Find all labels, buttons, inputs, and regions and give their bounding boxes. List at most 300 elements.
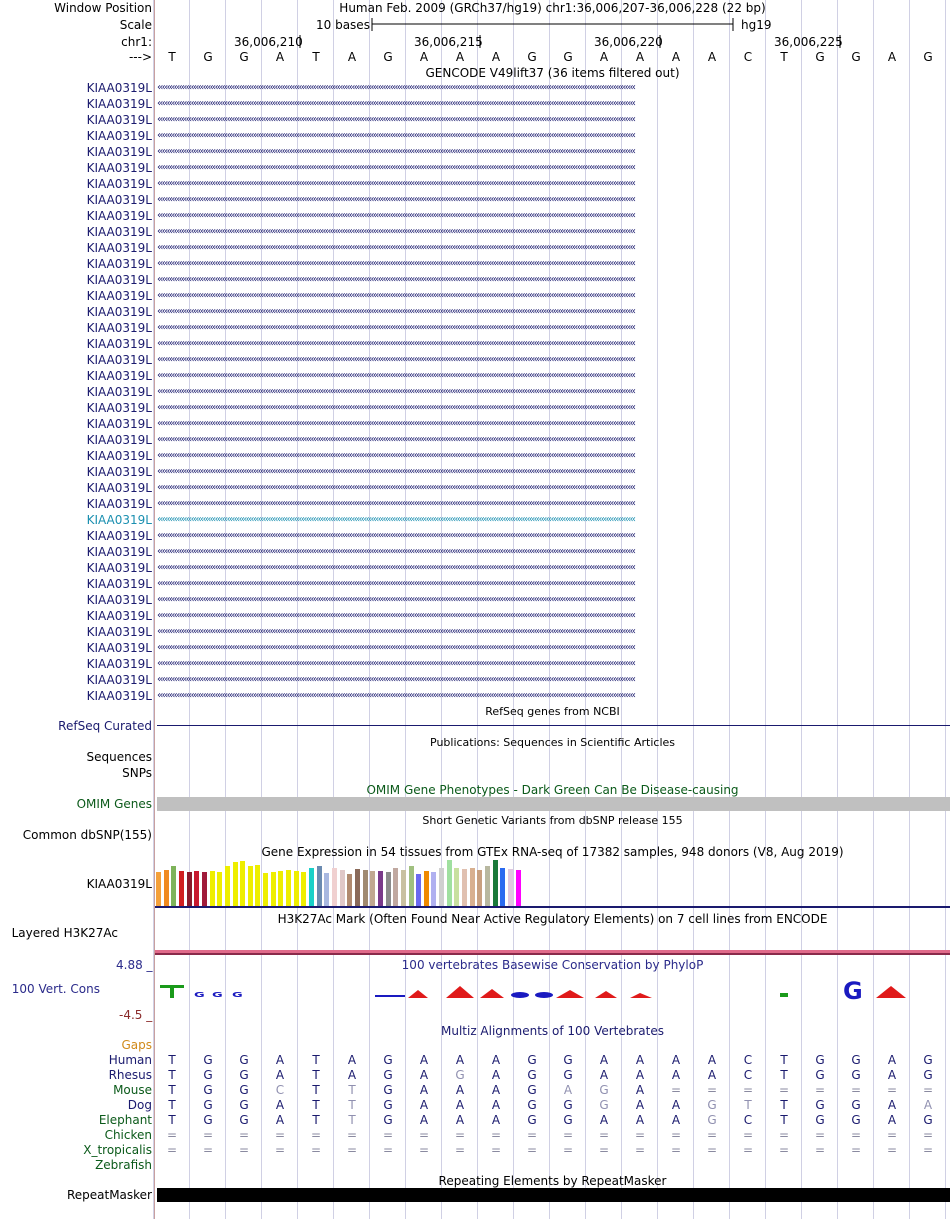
reference-base: A [635,50,645,64]
gencode-transcript[interactable]: ‹‹‹‹‹‹‹‹‹‹‹‹‹‹‹‹‹‹‹‹‹‹‹‹‹‹‹‹‹‹‹‹‹‹‹‹‹‹‹‹‹‹‹‹‹‹‹‹‹‹‹‹‹‹‹‹‹‹‹‹‹‹‹‹‹‹‹‹‹‹‹‹‹‹‹‹‹‹‹‹‹‹‹‹‹‹‹‹‹‹‹‹‹‹‹‹‹‹‹‹‹‹‹‹‹‹‹‹‹‹‹‹‹‹‹‹‹‹‹‹‹‹‹‹‹‹‹‹‹‹‹‹‹‹‹‹‹‹‹‹‹‹‹‹‹‹‹‹‹‹‹‹‹‹‹‹‹‹‹‹‹‹‹‹‹‹‹‹‹‹‹‹‹‹‹‹‹‹‹‹‹‹‹‹‹‹‹‹‹‹‹‹‹‹‹‹‹‹‹ [157,274,635,285]
gencode-transcript[interactable]: ‹‹‹‹‹‹‹‹‹‹‹‹‹‹‹‹‹‹‹‹‹‹‹‹‹‹‹‹‹‹‹‹‹‹‹‹‹‹‹‹‹‹‹‹‹‹‹‹‹‹‹‹‹‹‹‹‹‹‹‹‹‹‹‹‹‹‹‹‹‹‹‹‹‹‹‹‹‹‹‹‹‹‹‹‹‹‹‹‹‹‹‹‹‹‹‹‹‹‹‹‹‹‹‹‹‹‹‹‹‹‹‹‹‹‹‹‹‹‹‹‹‹‹‹‹‹‹‹‹‹‹‹‹‹‹‹‹‹‹‹‹‹‹‹‹‹‹‹‹‹‹‹‹‹‹‹‹‹‹‹‹‹‹‹‹‹‹‹‹‹‹‹‹‹‹‹‹‹‹‹‹‹‹‹‹‹‹‹‹‹‹‹‹‹‹‹‹‹‹ [157,306,635,317]
gencode-transcript[interactable]: ‹‹‹‹‹‹‹‹‹‹‹‹‹‹‹‹‹‹‹‹‹‹‹‹‹‹‹‹‹‹‹‹‹‹‹‹‹‹‹‹‹‹‹‹‹‹‹‹‹‹‹‹‹‹‹‹‹‹‹‹‹‹‹‹‹‹‹‹‹‹‹‹‹‹‹‹‹‹‹‹‹‹‹‹‹‹‹‹‹‹‹‹‹‹‹‹‹‹‹‹‹‹‹‹‹‹‹‹‹‹‹‹‹‹‹‹‹‹‹‹‹‹‹‹‹‹‹‹‹‹‹‹‹‹‹‹‹‹‹‹‹‹‹‹‹‹‹‹‹‹‹‹‹‹‹‹‹‹‹‹‹‹‹‹‹‹‹‹‹‹‹‹‹‹‹‹‹‹‹‹‹‹‹‹‹‹‹‹‹‹‹‹‹‹‹‹‹‹‹ [157,434,635,445]
multiz-base: A [635,1083,645,1097]
gencode-gene-label[interactable]: KIAA0319L [86,353,152,367]
multiz-base: A [671,1098,681,1112]
gencode-transcript[interactable]: ‹‹‹‹‹‹‹‹‹‹‹‹‹‹‹‹‹‹‹‹‹‹‹‹‹‹‹‹‹‹‹‹‹‹‹‹‹‹‹‹‹‹‹‹‹‹‹‹‹‹‹‹‹‹‹‹‹‹‹‹‹‹‹‹‹‹‹‹‹‹‹‹‹‹‹‹‹‹‹‹‹‹‹‹‹‹‹‹‹‹‹‹‹‹‹‹‹‹‹‹‹‹‹‹‹‹‹‹‹‹‹‹‹‹‹‹‹‹‹‹‹‹‹‹‹‹‹‹‹‹‹‹‹‹‹‹‹‹‹‹‹‹‹‹‹‹‹‹‹‹‹‹‹‹‹‹‹‹‹‹‹‹‹‹‹‹‹‹‹‹‹‹‹‹‹‹‹‹‹‹‹‹‹‹‹‹‹‹‹‹‹‹‹‹‹‹‹‹‹ [157,210,635,221]
gtex-track-label[interactable]: KIAA0319L [86,877,152,891]
multiz-base: = [202,1143,214,1157]
gencode-transcript[interactable]: ‹‹‹‹‹‹‹‹‹‹‹‹‹‹‹‹‹‹‹‹‹‹‹‹‹‹‹‹‹‹‹‹‹‹‹‹‹‹‹‹‹‹‹‹‹‹‹‹‹‹‹‹‹‹‹‹‹‹‹‹‹‹‹‹‹‹‹‹‹‹‹‹‹‹‹‹‹‹‹‹‹‹‹‹‹‹‹‹‹‹‹‹‹‹‹‹‹‹‹‹‹‹‹‹‹‹‹‹‹‹‹‹‹‹‹‹‹‹‹‹‹‹‹‹‹‹‹‹‹‹‹‹‹‹‹‹‹‹‹‹‹‹‹‹‹‹‹‹‹‹‹‹‹‹‹‹‹‹‹‹‹‹‹‹‹‹‹‹‹‹‹‹‹‹‹‹‹‹‹‹‹‹‹‹‹‹‹‹‹‹‹‹‹‹‹‹‹‹‹ [157,626,635,637]
multiz-base: = [562,1128,574,1142]
gencode-gene-label[interactable]: KIAA0319L [86,657,152,671]
gencode-gene-label[interactable]: KIAA0319L [86,385,152,399]
gtex-tissue-bar[interactable] [401,870,406,906]
multiz-base: T [348,1083,356,1097]
gtex-tissue-bar[interactable] [386,872,391,906]
publications-snps-label[interactable]: SNPs [122,766,152,780]
gencode-gene-label[interactable]: KIAA0319L [86,497,152,511]
gencode-transcript[interactable]: ‹‹‹‹‹‹‹‹‹‹‹‹‹‹‹‹‹‹‹‹‹‹‹‹‹‹‹‹‹‹‹‹‹‹‹‹‹‹‹‹‹‹‹‹‹‹‹‹‹‹‹‹‹‹‹‹‹‹‹‹‹‹‹‹‹‹‹‹‹‹‹‹‹‹‹‹‹‹‹‹‹‹‹‹‹‹‹‹‹‹‹‹‹‹‹‹‹‹‹‹‹‹‹‹‹‹‹‹‹‹‹‹‹‹‹‹‹‹‹‹‹‹‹‹‹‹‹‹‹‹‹‹‹‹‹‹‹‹‹‹‹‹‹‹‹‹‹‹‹‹‹‹‹‹‹‹‹‹‹‹‹‹‹‹‹‹‹‹‹‹‹‹‹‹‹‹‹‹‹‹‹‹‹‹‹‹‹‹‹‹‹‹‹‹‹‹‹‹‹ [157,466,635,477]
gtex-tissue-bar[interactable] [317,866,322,906]
gencode-transcript[interactable]: ‹‹‹‹‹‹‹‹‹‹‹‹‹‹‹‹‹‹‹‹‹‹‹‹‹‹‹‹‹‹‹‹‹‹‹‹‹‹‹‹‹‹‹‹‹‹‹‹‹‹‹‹‹‹‹‹‹‹‹‹‹‹‹‹‹‹‹‹‹‹‹‹‹‹‹‹‹‹‹‹‹‹‹‹‹‹‹‹‹‹‹‹‹‹‹‹‹‹‹‹‹‹‹‹‹‹‹‹‹‹‹‹‹‹‹‹‹‹‹‹‹‹‹‹‹‹‹‹‹‹‹‹‹‹‹‹‹‹‹‹‹‹‹‹‹‹‹‹‹‹‹‹‹‹‹‹‹‹‹‹‹‹‹‹‹‹‹‹‹‹‹‹‹‹‹‹‹‹‹‹‹‹‹‹‹‹‹‹‹‹‹‹‹‹‹‹‹‹‹ [157,450,635,461]
gtex-tissue-bar[interactable] [454,868,459,906]
gencode-transcript[interactable]: ‹‹‹‹‹‹‹‹‹‹‹‹‹‹‹‹‹‹‹‹‹‹‹‹‹‹‹‹‹‹‹‹‹‹‹‹‹‹‹‹‹‹‹‹‹‹‹‹‹‹‹‹‹‹‹‹‹‹‹‹‹‹‹‹‹‹‹‹‹‹‹‹‹‹‹‹‹‹‹‹‹‹‹‹‹‹‹‹‹‹‹‹‹‹‹‹‹‹‹‹‹‹‹‹‹‹‹‹‹‹‹‹‹‹‹‹‹‹‹‹‹‹‹‹‹‹‹‹‹‹‹‹‹‹‹‹‹‹‹‹‹‹‹‹‹‹‹‹‹‹‹‹‹‹‹‹‹‹‹‹‹‹‹‹‹‹‹‹‹‹‹‹‹‹‹‹‹‹‹‹‹‹‹‹‹‹‹‹‹‹‹‹‹‹‹‹‹‹‹ [157,562,635,573]
gtex-tissue-bar[interactable] [508,869,513,906]
gencode-transcript[interactable]: ‹‹‹‹‹‹‹‹‹‹‹‹‹‹‹‹‹‹‹‹‹‹‹‹‹‹‹‹‹‹‹‹‹‹‹‹‹‹‹‹‹‹‹‹‹‹‹‹‹‹‹‹‹‹‹‹‹‹‹‹‹‹‹‹‹‹‹‹‹‹‹‹‹‹‹‹‹‹‹‹‹‹‹‹‹‹‹‹‹‹‹‹‹‹‹‹‹‹‹‹‹‹‹‹‹‹‹‹‹‹‹‹‹‹‹‹‹‹‹‹‹‹‹‹‹‹‹‹‹‹‹‹‹‹‹‹‹‹‹‹‹‹‹‹‹‹‹‹‹‹‹‹‹‹‹‹‹‹‹‹‹‹‹‹‹‹‹‹‹‹‹‹‹‹‹‹‹‹‹‹‹‹‹‹‹‹‹‹‹‹‹‹‹‹‹‹‹‹‹ [157,674,635,685]
multiz-base: G [203,1113,213,1127]
multiz-species-label[interactable]: Dog [127,1098,152,1112]
gencode-transcript[interactable]: ‹‹‹‹‹‹‹‹‹‹‹‹‹‹‹‹‹‹‹‹‹‹‹‹‹‹‹‹‹‹‹‹‹‹‹‹‹‹‹‹‹‹‹‹‹‹‹‹‹‹‹‹‹‹‹‹‹‹‹‹‹‹‹‹‹‹‹‹‹‹‹‹‹‹‹‹‹‹‹‹‹‹‹‹‹‹‹‹‹‹‹‹‹‹‹‹‹‹‹‹‹‹‹‹‹‹‹‹‹‹‹‹‹‹‹‹‹‹‹‹‹‹‹‹‹‹‹‹‹‹‹‹‹‹‹‹‹‹‹‹‹‹‹‹‹‹‹‹‹‹‹‹‹‹‹‹‹‹‹‹‹‹‹‹‹‹‹‹‹‹‹‹‹‹‹‹‹‹‹‹‹‹‹‹‹‹‹‹‹‹‹‹‹‹‹‹‹‹‹ [157,386,635,397]
multiz-base: T [780,1098,788,1112]
reference-base: A [671,50,681,64]
multiz-species-label[interactable]: Elephant [98,1113,152,1127]
multiz-base: = [922,1083,934,1097]
multiz-base: T [312,1068,320,1082]
multiz-base: = [814,1143,826,1157]
repeatmasker-track-title[interactable]: Repeating Elements by RepeatMasker [438,1174,667,1188]
multiz-base: A [275,1098,285,1112]
gtex-tissue-bar[interactable] [447,860,452,906]
gencode-gene-label[interactable]: KIAA0319L [86,81,152,95]
svg-text:G: G [212,991,223,1000]
multiz-base: = [454,1143,466,1157]
multiz-base: A [671,1113,681,1127]
multiz-base: A [455,1113,465,1127]
multiz-base: G [923,1053,933,1067]
gtex-tissue-bar[interactable] [240,861,245,906]
gtex-tissue-bar[interactable] [431,872,436,906]
repeatmasker-feature-bar[interactable] [157,1188,950,1202]
gencode-transcript[interactable]: ‹‹‹‹‹‹‹‹‹‹‹‹‹‹‹‹‹‹‹‹‹‹‹‹‹‹‹‹‹‹‹‹‹‹‹‹‹‹‹‹‹‹‹‹‹‹‹‹‹‹‹‹‹‹‹‹‹‹‹‹‹‹‹‹‹‹‹‹‹‹‹‹‹‹‹‹‹‹‹‹‹‹‹‹‹‹‹‹‹‹‹‹‹‹‹‹‹‹‹‹‹‹‹‹‹‹‹‹‹‹‹‹‹‹‹‹‹‹‹‹‹‹‹‹‹‹‹‹‹‹‹‹‹‹‹‹‹‹‹‹‹‹‹‹‹‹‹‹‹‹‹‹‹‹‹‹‹‹‹‹‹‹‹‹‹‹‹‹‹‹‹‹‹‹‹‹‹‹‹‹‹‹‹‹‹‹‹‹‹‹‹‹‹‹‹‹‹‹‹ [157,594,635,605]
multiz-base: = [778,1128,790,1142]
gencode-transcript[interactable]: ‹‹‹‹‹‹‹‹‹‹‹‹‹‹‹‹‹‹‹‹‹‹‹‹‹‹‹‹‹‹‹‹‹‹‹‹‹‹‹‹‹‹‹‹‹‹‹‹‹‹‹‹‹‹‹‹‹‹‹‹‹‹‹‹‹‹‹‹‹‹‹‹‹‹‹‹‹‹‹‹‹‹‹‹‹‹‹‹‹‹‹‹‹‹‹‹‹‹‹‹‹‹‹‹‹‹‹‹‹‹‹‹‹‹‹‹‹‹‹‹‹‹‹‹‹‹‹‹‹‹‹‹‹‹‹‹‹‹‹‹‹‹‹‹‹‹‹‹‹‹‹‹‹‹‹‹‹‹‹‹‹‹‹‹‹‹‹‹‹‹‹‹‹‹‹‹‹‹‹‹‹‹‹‹‹‹‹‹‹‹‹‹‹‹‹‹‹‹‹ [157,114,635,125]
gencode-transcript[interactable]: ‹‹‹‹‹‹‹‹‹‹‹‹‹‹‹‹‹‹‹‹‹‹‹‹‹‹‹‹‹‹‹‹‹‹‹‹‹‹‹‹‹‹‹‹‹‹‹‹‹‹‹‹‹‹‹‹‹‹‹‹‹‹‹‹‹‹‹‹‹‹‹‹‹‹‹‹‹‹‹‹‹‹‹‹‹‹‹‹‹‹‹‹‹‹‹‹‹‹‹‹‹‹‹‹‹‹‹‹‹‹‹‹‹‹‹‹‹‹‹‹‹‹‹‹‹‹‹‹‹‹‹‹‹‹‹‹‹‹‹‹‹‹‹‹‹‹‹‹‹‹‹‹‹‹‹‹‹‹‹‹‹‹‹‹‹‹‹‹‹‹‹‹‹‹‹‹‹‹‹‹‹‹‹‹‹‹‹‹‹‹‹‹‹‹‹‹‹‹‹ [157,370,635,381]
multiz-base: A [563,1083,573,1097]
multiz-base: = [778,1143,790,1157]
multiz-base: G [599,1083,609,1097]
multiz-base: C [743,1053,753,1067]
gencode-transcript[interactable]: ‹‹‹‹‹‹‹‹‹‹‹‹‹‹‹‹‹‹‹‹‹‹‹‹‹‹‹‹‹‹‹‹‹‹‹‹‹‹‹‹‹‹‹‹‹‹‹‹‹‹‹‹‹‹‹‹‹‹‹‹‹‹‹‹‹‹‹‹‹‹‹‹‹‹‹‹‹‹‹‹‹‹‹‹‹‹‹‹‹‹‹‹‹‹‹‹‹‹‹‹‹‹‹‹‹‹‹‹‹‹‹‹‹‹‹‹‹‹‹‹‹‹‹‹‹‹‹‹‹‹‹‹‹‹‹‹‹‹‹‹‹‹‹‹‹‹‹‹‹‹‹‹‹‹‹‹‹‹‹‹‹‹‹‹‹‹‹‹‹‹‹‹‹‹‹‹‹‹‹‹‹‹‹‹‹‹‹‹‹‹‹‹‹‹‹‹‹‹‹ [157,658,635,669]
chrom-label: chr1: [121,35,152,49]
multiz-base: T [780,1068,788,1082]
gtex-tissue-bar[interactable] [202,872,207,906]
tick-label: 36,006,220 [594,35,663,49]
gencode-transcript[interactable]: ‹‹‹‹‹‹‹‹‹‹‹‹‹‹‹‹‹‹‹‹‹‹‹‹‹‹‹‹‹‹‹‹‹‹‹‹‹‹‹‹‹‹‹‹‹‹‹‹‹‹‹‹‹‹‹‹‹‹‹‹‹‹‹‹‹‹‹‹‹‹‹‹‹‹‹‹‹‹‹‹‹‹‹‹‹‹‹‹‹‹‹‹‹‹‹‹‹‹‹‹‹‹‹‹‹‹‹‹‹‹‹‹‹‹‹‹‹‹‹‹‹‹‹‹‹‹‹‹‹‹‹‹‹‹‹‹‹‹‹‹‹‹‹‹‹‹‹‹‹‹‹‹‹‹‹‹‹‹‹‹‹‹‹‹‹‹‹‹‹‹‹‹‹‹‹‹‹‹‹‹‹‹‹‹‹‹‹‹‹‹‹‹‹‹‹‹‹‹‹ [157,258,635,269]
gencode-gene-label[interactable]: KIAA0319L [86,529,152,543]
multiz-base: G [239,1113,249,1127]
reference-base: G [851,50,861,64]
gencode-gene-label[interactable]: KIAA0319L [86,209,152,223]
gencode-track-title[interactable]: GENCODE V49lift37 (36 items filtered out) [425,66,680,80]
gtex-tissue-bar[interactable] [324,873,329,906]
refseq-track-title[interactable]: RefSeq genes from NCBI [485,705,620,718]
h3k27ac-track-title[interactable]: H3K27Ac Mark (Often Found Near Active Regulatory Elements) on 7 cell lines from ENCODE [277,912,828,926]
gencode-gene-label[interactable]: KIAA0319L [86,689,152,703]
gencode-gene-label[interactable]: KIAA0319L [86,193,152,207]
multiz-base: A [923,1098,933,1112]
gtex-tissue-bar[interactable] [164,870,169,906]
gencode-gene-label[interactable]: KIAA0319L [86,625,152,639]
gencode-gene-label[interactable]: KIAA0319L [86,177,152,191]
multiz-base: T [348,1098,356,1112]
multiz-base: A [419,1113,429,1127]
multiz-base: = [922,1143,934,1157]
multiz-base: G [851,1053,861,1067]
multiz-base: T [780,1113,788,1127]
gencode-transcript[interactable]: ‹‹‹‹‹‹‹‹‹‹‹‹‹‹‹‹‹‹‹‹‹‹‹‹‹‹‹‹‹‹‹‹‹‹‹‹‹‹‹‹‹‹‹‹‹‹‹‹‹‹‹‹‹‹‹‹‹‹‹‹‹‹‹‹‹‹‹‹‹‹‹‹‹‹‹‹‹‹‹‹‹‹‹‹‹‹‹‹‹‹‹‹‹‹‹‹‹‹‹‹‹‹‹‹‹‹‹‹‹‹‹‹‹‹‹‹‹‹‹‹‹‹‹‹‹‹‹‹‹‹‹‹‹‹‹‹‹‹‹‹‹‹‹‹‹‹‹‹‹‹‹‹‹‹‹‹‹‹‹‹‹‹‹‹‹‹‹‹‹‹‹‹‹‹‹‹‹‹‹‹‹‹‹‹‹‹‹‹‹‹‹‹‹‹‹‹‹‹‹ [157,146,635,157]
multiz-base: C [743,1068,753,1082]
multiz-base: G [527,1083,537,1097]
gtex-tissue-bar[interactable] [217,872,222,906]
multiz-base: G [923,1068,933,1082]
gencode-gene-label[interactable]: KIAA0319L [86,225,152,239]
gencode-transcript[interactable]: ‹‹‹‹‹‹‹‹‹‹‹‹‹‹‹‹‹‹‹‹‹‹‹‹‹‹‹‹‹‹‹‹‹‹‹‹‹‹‹‹‹‹‹‹‹‹‹‹‹‹‹‹‹‹‹‹‹‹‹‹‹‹‹‹‹‹‹‹‹‹‹‹‹‹‹‹‹‹‹‹‹‹‹‹‹‹‹‹‹‹‹‹‹‹‹‹‹‹‹‹‹‹‹‹‹‹‹‹‹‹‹‹‹‹‹‹‹‹‹‹‹‹‹‹‹‹‹‹‹‹‹‹‹‹‹‹‹‹‹‹‹‹‹‹‹‹‹‹‹‹‹‹‹‹‹‹‹‹‹‹‹‹‹‹‹‹‹‹‹‹‹‹‹‹‹‹‹‹‹‹‹‹‹‹‹‹‹‹‹‹‹‹‹‹‹‹‹‹‹ [157,130,635,141]
multiz-base: G [239,1083,249,1097]
multiz-track-title[interactable]: Multiz Alignments of 100 Vertebrates [440,1024,665,1038]
multiz-base: T [744,1098,752,1112]
multiz-base: G [203,1083,213,1097]
multiz-base: G [563,1053,573,1067]
refseq-gene-line[interactable] [157,725,950,726]
gencode-gene-label[interactable]: KIAA0319L [86,97,152,111]
gencode-gene-label[interactable]: KIAA0319L [86,433,152,447]
multiz-base: G [851,1068,861,1082]
multiz-base: = [850,1128,862,1142]
multiz-base: G [563,1113,573,1127]
multiz-base: = [742,1083,754,1097]
gencode-gene-label[interactable]: KIAA0319L [86,401,152,415]
multiz-base: G [239,1053,249,1067]
multiz-base: = [670,1128,682,1142]
gencode-gene-label[interactable]: KIAA0319L [86,273,152,287]
multiz-gaps-label[interactable]: Gaps [121,1038,152,1052]
gtex-tissue-bar[interactable] [179,871,184,906]
gencode-transcript[interactable]: ‹‹‹‹‹‹‹‹‹‹‹‹‹‹‹‹‹‹‹‹‹‹‹‹‹‹‹‹‹‹‹‹‹‹‹‹‹‹‹‹‹‹‹‹‹‹‹‹‹‹‹‹‹‹‹‹‹‹‹‹‹‹‹‹‹‹‹‹‹‹‹‹‹‹‹‹‹‹‹‹‹‹‹‹‹‹‹‹‹‹‹‹‹‹‹‹‹‹‹‹‹‹‹‹‹‹‹‹‹‹‹‹‹‹‹‹‹‹‹‹‹‹‹‹‹‹‹‹‹‹‹‹‹‹‹‹‹‹‹‹‹‹‹‹‹‹‹‹‹‹‹‹‹‹‹‹‹‹‹‹‹‹‹‹‹‹‹‹‹‹‹‹‹‹‹‹‹‹‹‹‹‹‹‹‹‹‹‹‹‹‹‹‹‹‹‹‹‹‹ [157,194,635,205]
repeatmasker-track-label[interactable]: RepeatMasker [66,1188,152,1202]
multiz-base: G [383,1083,393,1097]
gencode-gene-label[interactable]: KIAA0319L [86,561,152,575]
reference-base: T [168,50,176,64]
multiz-base: = [202,1128,214,1142]
h3k27ac-track-label[interactable]: Layered H3K27Ac [11,926,118,940]
gencode-transcript[interactable]: ‹‹‹‹‹‹‹‹‹‹‹‹‹‹‹‹‹‹‹‹‹‹‹‹‹‹‹‹‹‹‹‹‹‹‹‹‹‹‹‹‹‹‹‹‹‹‹‹‹‹‹‹‹‹‹‹‹‹‹‹‹‹‹‹‹‹‹‹‹‹‹‹‹‹‹‹‹‹‹‹‹‹‹‹‹‹‹‹‹‹‹‹‹‹‹‹‹‹‹‹‹‹‹‹‹‹‹‹‹‹‹‹‹‹‹‹‹‹‹‹‹‹‹‹‹‹‹‹‹‹‹‹‹‹‹‹‹‹‹‹‹‹‹‹‹‹‹‹‹‹‹‹‹‹‹‹‹‹‹‹‹‹‹‹‹‹‹‹‹‹‹‹‹‹‹‹‹‹‹‹‹‹‹‹‹‹‹‹‹‹‹‹‹‹‹‹‹‹‹ [157,338,635,349]
gtex-tissue-bar[interactable] [516,870,521,906]
multiz-base: C [743,1113,753,1127]
multiz-base: = [706,1128,718,1142]
omim-track-title[interactable]: OMIM Gene Phenotypes - Dark Green Can Be Disease-causing [366,783,739,797]
multiz-base: = [346,1128,358,1142]
multiz-species-label[interactable]: Zebrafish [95,1158,152,1172]
multiz-base: G [851,1098,861,1112]
multiz-base: = [418,1128,430,1142]
gtex-tissue-bar[interactable] [340,870,345,906]
gtex-tissue-bar[interactable] [424,871,429,906]
gencode-transcript[interactable]: ‹‹‹‹‹‹‹‹‹‹‹‹‹‹‹‹‹‹‹‹‹‹‹‹‹‹‹‹‹‹‹‹‹‹‹‹‹‹‹‹‹‹‹‹‹‹‹‹‹‹‹‹‹‹‹‹‹‹‹‹‹‹‹‹‹‹‹‹‹‹‹‹‹‹‹‹‹‹‹‹‹‹‹‹‹‹‹‹‹‹‹‹‹‹‹‹‹‹‹‹‹‹‹‹‹‹‹‹‹‹‹‹‹‹‹‹‹‹‹‹‹‹‹‹‹‹‹‹‹‹‹‹‹‹‹‹‹‹‹‹‹‹‹‹‹‹‹‹‹‹‹‹‹‹‹‹‹‹‹‹‹‹‹‹‹‹‹‹‹‹‹‹‹‹‹‹‹‹‹‹‹‹‹‹‹‹‹‹‹‹‹‹‹‹‹‹‹‹‹ [157,290,635,301]
multiz-base: G [815,1053,825,1067]
multiz-base: T [168,1098,176,1112]
multiz-base: G [563,1068,573,1082]
conservation-track-label[interactable]: 100 Vert. Cons [11,982,100,996]
tick-label: 36,006,225 [774,35,843,49]
multiz-base: = [598,1143,610,1157]
gtex-tissue-bar[interactable] [255,865,260,906]
gencode-transcript[interactable]: ‹‹‹‹‹‹‹‹‹‹‹‹‹‹‹‹‹‹‹‹‹‹‹‹‹‹‹‹‹‹‹‹‹‹‹‹‹‹‹‹‹‹‹‹‹‹‹‹‹‹‹‹‹‹‹‹‹‹‹‹‹‹‹‹‹‹‹‹‹‹‹‹‹‹‹‹‹‹‹‹‹‹‹‹‹‹‹‹‹‹‹‹‹‹‹‹‹‹‹‹‹‹‹‹‹‹‹‹‹‹‹‹‹‹‹‹‹‹‹‹‹‹‹‹‹‹‹‹‹‹‹‹‹‹‹‹‹‹‹‹‹‹‹‹‹‹‹‹‹‹‹‹‹‹‹‹‹‹‹‹‹‹‹‹‹‹‹‹‹‹‹‹‹‹‹‹‹‹‹‹‹‹‹‹‹‹‹‹‹‹‹‹‹‹‹‹‹‹‹ [157,178,635,189]
multiz-base: = [238,1143,250,1157]
gtex-tissue-bar[interactable] [286,870,291,906]
conservation-ymin: -4.5 _ [119,1008,153,1022]
multiz-base: G [383,1098,393,1112]
multiz-base: T [168,1068,176,1082]
multiz-base: A [419,1083,429,1097]
multiz-base: T [780,1053,788,1067]
multiz-base: = [634,1128,646,1142]
multiz-base: = [346,1143,358,1157]
gtex-tissue-bar[interactable] [332,868,337,906]
scale-assembly: hg19 [741,18,772,32]
gtex-tissue-bar[interactable] [233,862,238,906]
gtex-tissue-bar[interactable] [363,870,368,906]
gencode-gene-label[interactable]: KIAA0319L [86,513,152,527]
gtex-tissue-bar[interactable] [393,868,398,906]
multiz-base: G [707,1113,717,1127]
multiz-base: = [562,1143,574,1157]
gencode-gene-label[interactable]: KIAA0319L [86,321,152,335]
gencode-gene-label[interactable]: KIAA0319L [86,609,152,623]
gtex-tissue-bar[interactable] [194,871,199,906]
gencode-transcript[interactable]: ‹‹‹‹‹‹‹‹‹‹‹‹‹‹‹‹‹‹‹‹‹‹‹‹‹‹‹‹‹‹‹‹‹‹‹‹‹‹‹‹‹‹‹‹‹‹‹‹‹‹‹‹‹‹‹‹‹‹‹‹‹‹‹‹‹‹‹‹‹‹‹‹‹‹‹‹‹‹‹‹‹‹‹‹‹‹‹‹‹‹‹‹‹‹‹‹‹‹‹‹‹‹‹‹‹‹‹‹‹‹‹‹‹‹‹‹‹‹‹‹‹‹‹‹‹‹‹‹‹‹‹‹‹‹‹‹‹‹‹‹‹‹‹‹‹‹‹‹‹‹‹‹‹‹‹‹‹‹‹‹‹‹‹‹‹‹‹‹‹‹‹‹‹‹‹‹‹‹‹‹‹‹‹‹‹‹‹‹‹‹‹‹‹‹‹‹‹‹‹ [157,98,635,109]
gtex-tissue-bar[interactable] [370,871,375,906]
gencode-transcript[interactable]: ‹‹‹‹‹‹‹‹‹‹‹‹‹‹‹‹‹‹‹‹‹‹‹‹‹‹‹‹‹‹‹‹‹‹‹‹‹‹‹‹‹‹‹‹‹‹‹‹‹‹‹‹‹‹‹‹‹‹‹‹‹‹‹‹‹‹‹‹‹‹‹‹‹‹‹‹‹‹‹‹‹‹‹‹‹‹‹‹‹‹‹‹‹‹‹‹‹‹‹‹‹‹‹‹‹‹‹‹‹‹‹‹‹‹‹‹‹‹‹‹‹‹‹‹‹‹‹‹‹‹‹‹‹‹‹‹‹‹‹‹‹‹‹‹‹‹‹‹‹‹‹‹‹‹‹‹‹‹‹‹‹‹‹‹‹‹‹‹‹‹‹‹‹‹‹‹‹‹‹‹‹‹‹‹‹‹‹‹‹‹‹‹‹‹‹‹‹‹‹ [157,482,635,493]
gencode-gene-label[interactable]: KIAA0319L [86,113,152,127]
gtex-tissue-bar[interactable] [477,870,482,906]
reference-base: A [455,50,465,64]
multiz-base: G [527,1098,537,1112]
multiz-species-label[interactable]: Rhesus [108,1068,152,1082]
multiz-base: A [887,1053,897,1067]
multiz-base: A [887,1098,897,1112]
gencode-gene-label[interactable]: KIAA0319L [86,545,152,559]
multiz-base: = [166,1128,178,1142]
publications-track-title[interactable]: Publications: Sequences in Scientific Articles [430,736,675,749]
gencode-transcript[interactable]: ‹‹‹‹‹‹‹‹‹‹‹‹‹‹‹‹‹‹‹‹‹‹‹‹‹‹‹‹‹‹‹‹‹‹‹‹‹‹‹‹‹‹‹‹‹‹‹‹‹‹‹‹‹‹‹‹‹‹‹‹‹‹‹‹‹‹‹‹‹‹‹‹‹‹‹‹‹‹‹‹‹‹‹‹‹‹‹‹‹‹‹‹‹‹‹‹‹‹‹‹‹‹‹‹‹‹‹‹‹‹‹‹‹‹‹‹‹‹‹‹‹‹‹‹‹‹‹‹‹‹‹‹‹‹‹‹‹‹‹‹‹‹‹‹‹‹‹‹‹‹‹‹‹‹‹‹‹‹‹‹‹‹‹‹‹‹‹‹‹‹‹‹‹‹‹‹‹‹‹‹‹‹‹‹‹‹‹‹‹‹‹‹‹‹‹‹‹‹‹ [157,642,635,653]
scale-label: Scale [119,18,152,32]
tick-label: 36,006,215 [414,35,483,49]
dbsnp-track-title[interactable]: Short Genetic Variants from dbSNP release 155 [422,814,683,827]
multiz-base: A [635,1113,645,1127]
multiz-base: = [598,1128,610,1142]
multiz-base: = [454,1128,466,1142]
gtex-tissue-bar[interactable] [294,871,299,906]
gencode-gene-label[interactable]: KIAA0319L [86,577,152,591]
gtex-tissue-bar[interactable] [409,866,414,906]
gencode-gene-label[interactable]: KIAA0319L [86,641,152,655]
gencode-transcript[interactable]: ‹‹‹‹‹‹‹‹‹‹‹‹‹‹‹‹‹‹‹‹‹‹‹‹‹‹‹‹‹‹‹‹‹‹‹‹‹‹‹‹‹‹‹‹‹‹‹‹‹‹‹‹‹‹‹‹‹‹‹‹‹‹‹‹‹‹‹‹‹‹‹‹‹‹‹‹‹‹‹‹‹‹‹‹‹‹‹‹‹‹‹‹‹‹‹‹‹‹‹‹‹‹‹‹‹‹‹‹‹‹‹‹‹‹‹‹‹‹‹‹‹‹‹‹‹‹‹‹‹‹‹‹‹‹‹‹‹‹‹‹‹‹‹‹‹‹‹‹‹‹‹‹‹‹‹‹‹‹‹‹‹‹‹‹‹‹‹‹‹‹‹‹‹‹‹‹‹‹‹‹‹‹‹‹‹‹‹‹‹‹‹‹‹‹‹‹‹‹‹ [157,402,635,413]
multiz-base: G [203,1068,213,1082]
omim-track-label[interactable]: OMIM Genes [76,797,152,811]
gtex-tissue-bar[interactable] [263,873,268,906]
multiz-base: = [886,1143,898,1157]
multiz-base: A [887,1068,897,1082]
gencode-gene-label[interactable]: KIAA0319L [86,145,152,159]
gtex-track-title[interactable]: Gene Expression in 54 tissues from GTEx RNA-seq of 17382 samples, 948 donors (V8, Aug 2019) [261,845,844,859]
gencode-transcript[interactable]: ‹‹‹‹‹‹‹‹‹‹‹‹‹‹‹‹‹‹‹‹‹‹‹‹‹‹‹‹‹‹‹‹‹‹‹‹‹‹‹‹‹‹‹‹‹‹‹‹‹‹‹‹‹‹‹‹‹‹‹‹‹‹‹‹‹‹‹‹‹‹‹‹‹‹‹‹‹‹‹‹‹‹‹‹‹‹‹‹‹‹‹‹‹‹‹‹‹‹‹‹‹‹‹‹‹‹‹‹‹‹‹‹‹‹‹‹‹‹‹‹‹‹‹‹‹‹‹‹‹‹‹‹‹‹‹‹‹‹‹‹‹‹‹‹‹‹‹‹‹‹‹‹‹‹‹‹‹‹‹‹‹‹‹‹‹‹‹‹‹‹‹‹‹‹‹‹‹‹‹‹‹‹‹‹‹‹‹‹‹‹‹‹‹‹‹‹‹‹‹ [157,322,635,333]
multiz-base: G [527,1053,537,1067]
multiz-base: = [418,1143,430,1157]
multiz-base: A [671,1053,681,1067]
omim-feature-bar[interactable] [157,797,950,811]
multiz-species-label[interactable]: Chicken [104,1128,152,1142]
multiz-base: G [923,1113,933,1127]
gencode-transcript[interactable]: ‹‹‹‹‹‹‹‹‹‹‹‹‹‹‹‹‹‹‹‹‹‹‹‹‹‹‹‹‹‹‹‹‹‹‹‹‹‹‹‹‹‹‹‹‹‹‹‹‹‹‹‹‹‹‹‹‹‹‹‹‹‹‹‹‹‹‹‹‹‹‹‹‹‹‹‹‹‹‹‹‹‹‹‹‹‹‹‹‹‹‹‹‹‹‹‹‹‹‹‹‹‹‹‹‹‹‹‹‹‹‹‹‹‹‹‹‹‹‹‹‹‹‹‹‹‹‹‹‹‹‹‹‹‹‹‹‹‹‹‹‹‹‹‹‹‹‹‹‹‹‹‹‹‹‹‹‹‹‹‹‹‹‹‹‹‹‹‹‹‹‹‹‹‹‹‹‹‹‹‹‹‹‹‹‹‹‹‹‹‹‹‹‹‹‹‹‹‹‹ [157,354,635,365]
multiz-base: A [419,1098,429,1112]
gtex-tissue-bar[interactable] [309,868,314,906]
multiz-species-label[interactable]: Human [108,1053,152,1067]
publications-sequences-label[interactable]: Sequences [86,750,152,764]
gencode-gene-label[interactable]: KIAA0319L [86,161,152,175]
gtex-tissue-bar[interactable] [493,860,498,906]
multiz-base: G [527,1068,537,1082]
multiz-base: G [815,1098,825,1112]
gencode-gene-label[interactable]: KIAA0319L [86,593,152,607]
reference-base: T [780,50,788,64]
gencode-gene-label[interactable]: KIAA0319L [86,481,152,495]
reference-base: G [527,50,537,64]
gencode-gene-label[interactable]: KIAA0319L [86,449,152,463]
dbsnp-track-label[interactable]: Common dbSNP(155) [22,828,152,842]
multiz-base: G [599,1098,609,1112]
tick-label: 36,006,210 [234,35,303,49]
multiz-base: A [635,1068,645,1082]
multiz-base: G [851,1113,861,1127]
reference-base: G [563,50,573,64]
multiz-base: = [886,1128,898,1142]
conservation-track-title[interactable]: 100 vertebrates Basewise Conservation by PhyloP [401,958,704,972]
gtex-tissue-bar[interactable] [485,866,490,906]
multiz-base: A [599,1068,609,1082]
multiz-base: = [382,1143,394,1157]
gencode-transcript[interactable]: ‹‹‹‹‹‹‹‹‹‹‹‹‹‹‹‹‹‹‹‹‹‹‹‹‹‹‹‹‹‹‹‹‹‹‹‹‹‹‹‹‹‹‹‹‹‹‹‹‹‹‹‹‹‹‹‹‹‹‹‹‹‹‹‹‹‹‹‹‹‹‹‹‹‹‹‹‹‹‹‹‹‹‹‹‹‹‹‹‹‹‹‹‹‹‹‹‹‹‹‹‹‹‹‹‹‹‹‹‹‹‹‹‹‹‹‹‹‹‹‹‹‹‹‹‹‹‹‹‹‹‹‹‹‹‹‹‹‹‹‹‹‹‹‹‹‹‹‹‹‹‹‹‹‹‹‹‹‹‹‹‹‹‹‹‹‹‹‹‹‹‹‹‹‹‹‹‹‹‹‹‹‹‹‹‹‹‹‹‹‹‹‹‹‹‹‹‹‹‹ [157,242,635,253]
multiz-base: = [274,1128,286,1142]
gtex-tissue-bar[interactable] [439,868,444,906]
multiz-base: = [238,1128,250,1142]
gencode-transcript[interactable]: ‹‹‹‹‹‹‹‹‹‹‹‹‹‹‹‹‹‹‹‹‹‹‹‹‹‹‹‹‹‹‹‹‹‹‹‹‹‹‹‹‹‹‹‹‹‹‹‹‹‹‹‹‹‹‹‹‹‹‹‹‹‹‹‹‹‹‹‹‹‹‹‹‹‹‹‹‹‹‹‹‹‹‹‹‹‹‹‹‹‹‹‹‹‹‹‹‹‹‹‹‹‹‹‹‹‹‹‹‹‹‹‹‹‹‹‹‹‹‹‹‹‹‹‹‹‹‹‹‹‹‹‹‹‹‹‹‹‹‹‹‹‹‹‹‹‹‹‹‹‹‹‹‹‹‹‹‹‹‹‹‹‹‹‹‹‹‹‹‹‹‹‹‹‹‹‹‹‹‹‹‹‹‹‹‹‹‹‹‹‹‹‹‹‹‹‹‹‹‹ [157,498,635,509]
gencode-gene-label[interactable]: KIAA0319L [86,129,152,143]
gtex-tissue-bar[interactable] [171,866,176,906]
gtex-tissue-bar[interactable] [278,871,283,906]
gencode-gene-label[interactable]: KIAA0319L [86,465,152,479]
multiz-base: T [312,1098,320,1112]
reference-base: G [383,50,393,64]
svg-text:G: G [843,977,863,1005]
multiz-base: A [491,1068,501,1082]
multiz-base: T [168,1053,176,1067]
gtex-tissue-bar[interactable] [355,869,360,906]
h3k27ac-signal-base [155,953,950,955]
gencode-transcript[interactable]: ‹‹‹‹‹‹‹‹‹‹‹‹‹‹‹‹‹‹‹‹‹‹‹‹‹‹‹‹‹‹‹‹‹‹‹‹‹‹‹‹‹‹‹‹‹‹‹‹‹‹‹‹‹‹‹‹‹‹‹‹‹‹‹‹‹‹‹‹‹‹‹‹‹‹‹‹‹‹‹‹‹‹‹‹‹‹‹‹‹‹‹‹‹‹‹‹‹‹‹‹‹‹‹‹‹‹‹‹‹‹‹‹‹‹‹‹‹‹‹‹‹‹‹‹‹‹‹‹‹‹‹‹‹‹‹‹‹‹‹‹‹‹‹‹‹‹‹‹‹‹‹‹‹‹‹‹‹‹‹‹‹‹‹‹‹‹‹‹‹‹‹‹‹‹‹‹‹‹‹‹‹‹‹‹‹‹‹‹‹‹‹‹‹‹‹‹‹‹‹ [157,530,635,541]
gtex-tissue-bar[interactable] [378,871,383,906]
multiz-species-label[interactable]: Mouse [113,1083,152,1097]
multiz-base: = [742,1143,754,1157]
svg-text:G: G [232,991,243,1000]
multiz-base: = [526,1143,538,1157]
multiz-base: = [490,1143,502,1157]
multiz-base: A [275,1068,285,1082]
multiz-base: = [814,1128,826,1142]
gtex-tissue-bar[interactable] [210,871,215,906]
gtex-tissue-bar[interactable] [416,874,421,906]
gencode-gene-label[interactable]: KIAA0319L [86,417,152,431]
multiz-base: G [239,1068,249,1082]
window-position-text: Human Feb. 2009 (GRCh37/hg19) chr1:36,006,207-36,006,228 (22 bp) [339,1,766,15]
gencode-transcript[interactable]: ‹‹‹‹‹‹‹‹‹‹‹‹‹‹‹‹‹‹‹‹‹‹‹‹‹‹‹‹‹‹‹‹‹‹‹‹‹‹‹‹‹‹‹‹‹‹‹‹‹‹‹‹‹‹‹‹‹‹‹‹‹‹‹‹‹‹‹‹‹‹‹‹‹‹‹‹‹‹‹‹‹‹‹‹‹‹‹‹‹‹‹‹‹‹‹‹‹‹‹‹‹‹‹‹‹‹‹‹‹‹‹‹‹‹‹‹‹‹‹‹‹‹‹‹‹‹‹‹‹‹‹‹‹‹‹‹‹‹‹‹‹‹‹‹‹‹‹‹‹‹‹‹‹‹‹‹‹‹‹‹‹‹‹‹‹‹‹‹‹‹‹‹‹‹‹‹‹‹‹‹‹‹‹‹‹‹‹‹‹‹‹‹‹‹‹‹‹‹‹ [157,578,635,589]
gencode-gene-label[interactable]: KIAA0319L [86,241,152,255]
gencode-transcript[interactable]: ‹‹‹‹‹‹‹‹‹‹‹‹‹‹‹‹‹‹‹‹‹‹‹‹‹‹‹‹‹‹‹‹‹‹‹‹‹‹‹‹‹‹‹‹‹‹‹‹‹‹‹‹‹‹‹‹‹‹‹‹‹‹‹‹‹‹‹‹‹‹‹‹‹‹‹‹‹‹‹‹‹‹‹‹‹‹‹‹‹‹‹‹‹‹‹‹‹‹‹‹‹‹‹‹‹‹‹‹‹‹‹‹‹‹‹‹‹‹‹‹‹‹‹‹‹‹‹‹‹‹‹‹‹‹‹‹‹‹‹‹‹‹‹‹‹‹‹‹‹‹‹‹‹‹‹‹‹‹‹‹‹‹‹‹‹‹‹‹‹‹‹‹‹‹‹‹‹‹‹‹‹‹‹‹‹‹‹‹‹‹‹‹‹‹‹‹‹‹‹ [157,82,635,93]
gtex-tissue-bar[interactable] [301,872,306,906]
gtex-tissue-bar[interactable] [470,868,475,906]
gencode-gene-label[interactable]: KIAA0319L [86,305,152,319]
multiz-base: = [310,1143,322,1157]
reference-base: G [923,50,933,64]
multiz-base: = [310,1128,322,1142]
refseq-track-label[interactable]: RefSeq Curated [58,719,152,733]
reference-base: G [203,50,213,64]
gtex-tissue-bar[interactable] [347,874,352,906]
gencode-transcript[interactable]: ‹‹‹‹‹‹‹‹‹‹‹‹‹‹‹‹‹‹‹‹‹‹‹‹‹‹‹‹‹‹‹‹‹‹‹‹‹‹‹‹‹‹‹‹‹‹‹‹‹‹‹‹‹‹‹‹‹‹‹‹‹‹‹‹‹‹‹‹‹‹‹‹‹‹‹‹‹‹‹‹‹‹‹‹‹‹‹‹‹‹‹‹‹‹‹‹‹‹‹‹‹‹‹‹‹‹‹‹‹‹‹‹‹‹‹‹‹‹‹‹‹‹‹‹‹‹‹‹‹‹‹‹‹‹‹‹‹‹‹‹‹‹‹‹‹‹‹‹‹‹‹‹‹‹‹‹‹‹‹‹‹‹‹‹‹‹‹‹‹‹‹‹‹‹‹‹‹‹‹‹‹‹‹‹‹‹‹‹‹‹‹‹‹‹‹‹‹‹‹ [157,162,635,173]
strand-label: ---> [128,50,152,64]
reference-base: G [239,50,249,64]
gencode-transcript[interactable]: ‹‹‹‹‹‹‹‹‹‹‹‹‹‹‹‹‹‹‹‹‹‹‹‹‹‹‹‹‹‹‹‹‹‹‹‹‹‹‹‹‹‹‹‹‹‹‹‹‹‹‹‹‹‹‹‹‹‹‹‹‹‹‹‹‹‹‹‹‹‹‹‹‹‹‹‹‹‹‹‹‹‹‹‹‹‹‹‹‹‹‹‹‹‹‹‹‹‹‹‹‹‹‹‹‹‹‹‹‹‹‹‹‹‹‹‹‹‹‹‹‹‹‹‹‹‹‹‹‹‹‹‹‹‹‹‹‹‹‹‹‹‹‹‹‹‹‹‹‹‹‹‹‹‹‹‹‹‹‹‹‹‹‹‹‹‹‹‹‹‹‹‹‹‹‹‹‹‹‹‹‹‹‹‹‹‹‹‹‹‹‹‹‹‹‹‹‹‹‹ [157,514,635,525]
gtex-tissue-bar[interactable] [225,866,230,906]
gencode-gene-label[interactable]: KIAA0319L [86,369,152,383]
gtex-tissue-bar[interactable] [271,872,276,906]
multiz-base: = [490,1128,502,1142]
multiz-base: T [312,1083,320,1097]
multiz-base: A [347,1053,357,1067]
multiz-base: A [491,1113,501,1127]
multiz-base: = [526,1128,538,1142]
gencode-gene-label[interactable]: KIAA0319L [86,337,152,351]
reference-base: A [599,50,609,64]
gtex-tissue-bar[interactable] [462,869,467,906]
multiz-base: A [599,1053,609,1067]
multiz-base: = [922,1128,934,1142]
window-position-label: Window Position [54,1,152,15]
gencode-transcript[interactable]: ‹‹‹‹‹‹‹‹‹‹‹‹‹‹‹‹‹‹‹‹‹‹‹‹‹‹‹‹‹‹‹‹‹‹‹‹‹‹‹‹‹‹‹‹‹‹‹‹‹‹‹‹‹‹‹‹‹‹‹‹‹‹‹‹‹‹‹‹‹‹‹‹‹‹‹‹‹‹‹‹‹‹‹‹‹‹‹‹‹‹‹‹‹‹‹‹‹‹‹‹‹‹‹‹‹‹‹‹‹‹‹‹‹‹‹‹‹‹‹‹‹‹‹‹‹‹‹‹‹‹‹‹‹‹‹‹‹‹‹‹‹‹‹‹‹‹‹‹‹‹‹‹‹‹‹‹‹‹‹‹‹‹‹‹‹‹‹‹‹‹‹‹‹‹‹‹‹‹‹‹‹‹‹‹‹‹‹‹‹‹‹‹‹‹‹‹‹‹‹ [157,418,635,429]
gencode-gene-label[interactable]: KIAA0319L [86,289,152,303]
multiz-base: C [275,1083,285,1097]
gtex-tissue-bar[interactable] [248,866,253,906]
multiz-base: A [635,1098,645,1112]
gencode-gene-label[interactable]: KIAA0319L [86,257,152,271]
gtex-tissue-bar[interactable] [156,872,161,906]
multiz-species-label[interactable]: X_tropicalis [83,1143,152,1157]
reference-base: A [491,50,501,64]
multiz-base: = [706,1143,718,1157]
multiz-base: A [455,1098,465,1112]
multiz-base: = [634,1143,646,1157]
multiz-base: G [383,1053,393,1067]
reference-base: G [815,50,825,64]
gencode-gene-label[interactable]: KIAA0319L [86,673,152,687]
gtex-tissue-bar[interactable] [187,872,192,906]
gencode-transcript[interactable]: ‹‹‹‹‹‹‹‹‹‹‹‹‹‹‹‹‹‹‹‹‹‹‹‹‹‹‹‹‹‹‹‹‹‹‹‹‹‹‹‹‹‹‹‹‹‹‹‹‹‹‹‹‹‹‹‹‹‹‹‹‹‹‹‹‹‹‹‹‹‹‹‹‹‹‹‹‹‹‹‹‹‹‹‹‹‹‹‹‹‹‹‹‹‹‹‹‹‹‹‹‹‹‹‹‹‹‹‹‹‹‹‹‹‹‹‹‹‹‹‹‹‹‹‹‹‹‹‹‹‹‹‹‹‹‹‹‹‹‹‹‹‹‹‹‹‹‹‹‹‹‹‹‹‹‹‹‹‹‹‹‹‹‹‹‹‹‹‹‹‹‹‹‹‹‹‹‹‹‹‹‹‹‹‹‹‹‹‹‹‹‹‹‹‹‹‹‹‹‹ [157,226,635,237]
gtex-tissue-bar[interactable] [500,868,505,906]
multiz-base: = [274,1143,286,1157]
gencode-transcript[interactable]: ‹‹‹‹‹‹‹‹‹‹‹‹‹‹‹‹‹‹‹‹‹‹‹‹‹‹‹‹‹‹‹‹‹‹‹‹‹‹‹‹‹‹‹‹‹‹‹‹‹‹‹‹‹‹‹‹‹‹‹‹‹‹‹‹‹‹‹‹‹‹‹‹‹‹‹‹‹‹‹‹‹‹‹‹‹‹‹‹‹‹‹‹‹‹‹‹‹‹‹‹‹‹‹‹‹‹‹‹‹‹‹‹‹‹‹‹‹‹‹‹‹‹‹‹‹‹‹‹‹‹‹‹‹‹‹‹‹‹‹‹‹‹‹‹‹‹‹‹‹‹‹‹‹‹‹‹‹‹‹‹‹‹‹‹‹‹‹‹‹‹‹‹‹‹‹‹‹‹‹‹‹‹‹‹‹‹‹‹‹‹‹‹‹‹‹‹‹‹‹ [157,690,635,701]
gencode-transcript[interactable]: ‹‹‹‹‹‹‹‹‹‹‹‹‹‹‹‹‹‹‹‹‹‹‹‹‹‹‹‹‹‹‹‹‹‹‹‹‹‹‹‹‹‹‹‹‹‹‹‹‹‹‹‹‹‹‹‹‹‹‹‹‹‹‹‹‹‹‹‹‹‹‹‹‹‹‹‹‹‹‹‹‹‹‹‹‹‹‹‹‹‹‹‹‹‹‹‹‹‹‹‹‹‹‹‹‹‹‹‹‹‹‹‹‹‹‹‹‹‹‹‹‹‹‹‹‹‹‹‹‹‹‹‹‹‹‹‹‹‹‹‹‹‹‹‹‹‹‹‹‹‹‹‹‹‹‹‹‹‹‹‹‹‹‹‹‹‹‹‹‹‹‹‹‹‹‹‹‹‹‹‹‹‹‹‹‹‹‹‹‹‹‹‹‹‹‹‹‹‹‹ [157,610,635,621]
gencode-transcript[interactable]: ‹‹‹‹‹‹‹‹‹‹‹‹‹‹‹‹‹‹‹‹‹‹‹‹‹‹‹‹‹‹‹‹‹‹‹‹‹‹‹‹‹‹‹‹‹‹‹‹‹‹‹‹‹‹‹‹‹‹‹‹‹‹‹‹‹‹‹‹‹‹‹‹‹‹‹‹‹‹‹‹‹‹‹‹‹‹‹‹‹‹‹‹‹‹‹‹‹‹‹‹‹‹‹‹‹‹‹‹‹‹‹‹‹‹‹‹‹‹‹‹‹‹‹‹‹‹‹‹‹‹‹‹‹‹‹‹‹‹‹‹‹‹‹‹‹‹‹‹‹‹‹‹‹‹‹‹‹‹‹‹‹‹‹‹‹‹‹‹‹‹‹‹‹‹‹‹‹‹‹‹‹‹‹‹‹‹‹‹‹‹‹‹‹‹‹‹‹‹‹ [157,546,635,557]
multiz-base: G [563,1098,573,1112]
multiz-base: = [778,1083,790,1097]
